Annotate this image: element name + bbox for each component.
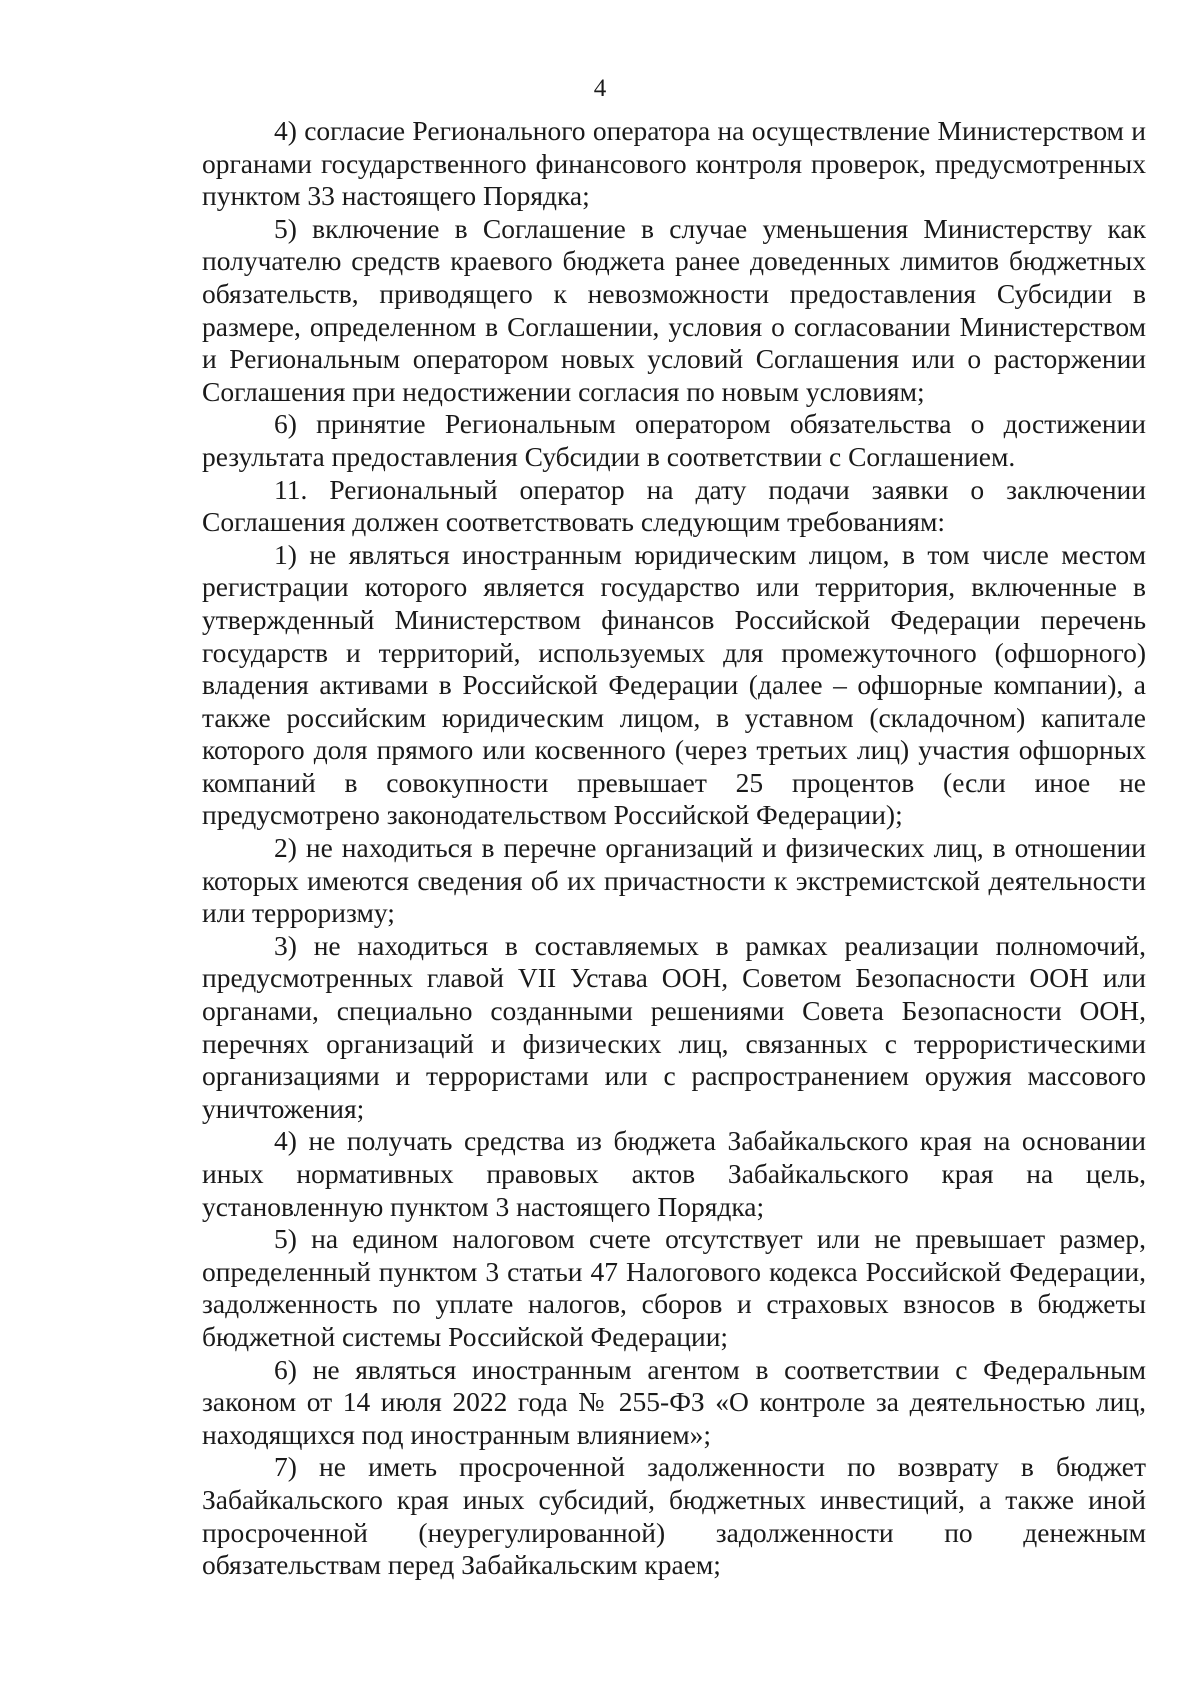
paragraph-requirement-1: 1) не являться иностранным юридическим лицом, в том числе местом регистрации которого является государство или территория, включенные в утвержденный Министерством финансов Российской Федерации перечень государств и территорий, используемых для промежуточного (офшорного) владения активами в Российской Федерации (далее – офшорные компании), а также российским юридическим лицом, в уставном (складочном) капитале которого доля прямого или косвенного (через третьих лиц) участия офшорных компаний в совокупности превышает 25 процентов (если иное не предусмотрено законодательством Российской Федерации); [202,538,1146,831]
paragraph-agreement-inclusion: 5) включение в Соглашение в случае уменьшения Министерству как получателю средств краевого бюджета ранее доведенных лимитов бюджетных обязательств, приводящего к невозможности предоставления Субсидии в размере, определенном в Соглашении, условия о согласовании Министерством и Региональным оператором новых условий Соглашения или о расторжении Соглашения при недостижении согласия по новым условиям; [202,212,1146,407]
paragraph-requirement-7: 7) не иметь просроченной задолженности по возврату в бюджет Забайкальского края иных субсидий, бюджетных инвестиций, а также иной просроченной (неурегулированной) задолженности по денежным обязательствам перед Забайкальским краем; [202,1451,1146,1581]
paragraph-requirement-5: 5) на едином налоговом счете отсутствует или не превышает размер, определенный пунктом 3 статьи 47 Налогового кодекса Российской Федерации, задолженность по уплате налогов, сборов и страховых взносов в бюджеты бюджетной системы Российской Федерации; [202,1223,1146,1352]
document-body [202,115,1146,1582]
page-number: 4 [593,75,607,102]
paragraph-requirement-3: 3) не находиться в составляемых в рамках реализации полномочий, предусмотренных главой VII Устава ООН, Советом Безопасности ООН или органами, специально созданными решениями Совета Безопасности ООН, перечнях организаций и физических лиц, связанных с террористическими организациями и террористами или с распространением оружия массового уничтожения; [202,929,1146,1124]
paragraph-requirement-2: 2) не находиться в перечне организаций и физических лиц, в отношении которых имеются сведения об их причастности к экстремистской деятельности или терроризму; [202,832,1146,929]
paragraph-consent-regional-operator: 4) согласие Регионального оператора на осуществление Министерством и органами государственного финансового контроля проверок, предусмотренных пунктом 33 настоящего Порядка; [202,115,1146,212]
paragraph-requirement-6: 6) не являться иностранным агентом в соответствии с Федеральным законом от 14 июля 2022 года № 255-ФЗ «О контроле за деятельностью лиц, находящихся под иностранным влиянием»; [202,1353,1146,1450]
paragraph-requirement-4: 4) не получать средства из бюджета Забайкальского края на основании иных нормативных правовых актов Забайкальского края на цель, установленную пунктом 3 настоящего Порядка; [202,1125,1146,1222]
paragraph-obligation-acceptance: 6) принятие Региональным оператором обязательства о достижении результата предоставления Субсидии в соответствии с Соглашением. [202,408,1146,472]
paragraph-section-11-requirements: 11. Региональный оператор на дату подачи заявки о заключении Соглашения должен соответствовать следующим требованиям: [202,473,1146,538]
